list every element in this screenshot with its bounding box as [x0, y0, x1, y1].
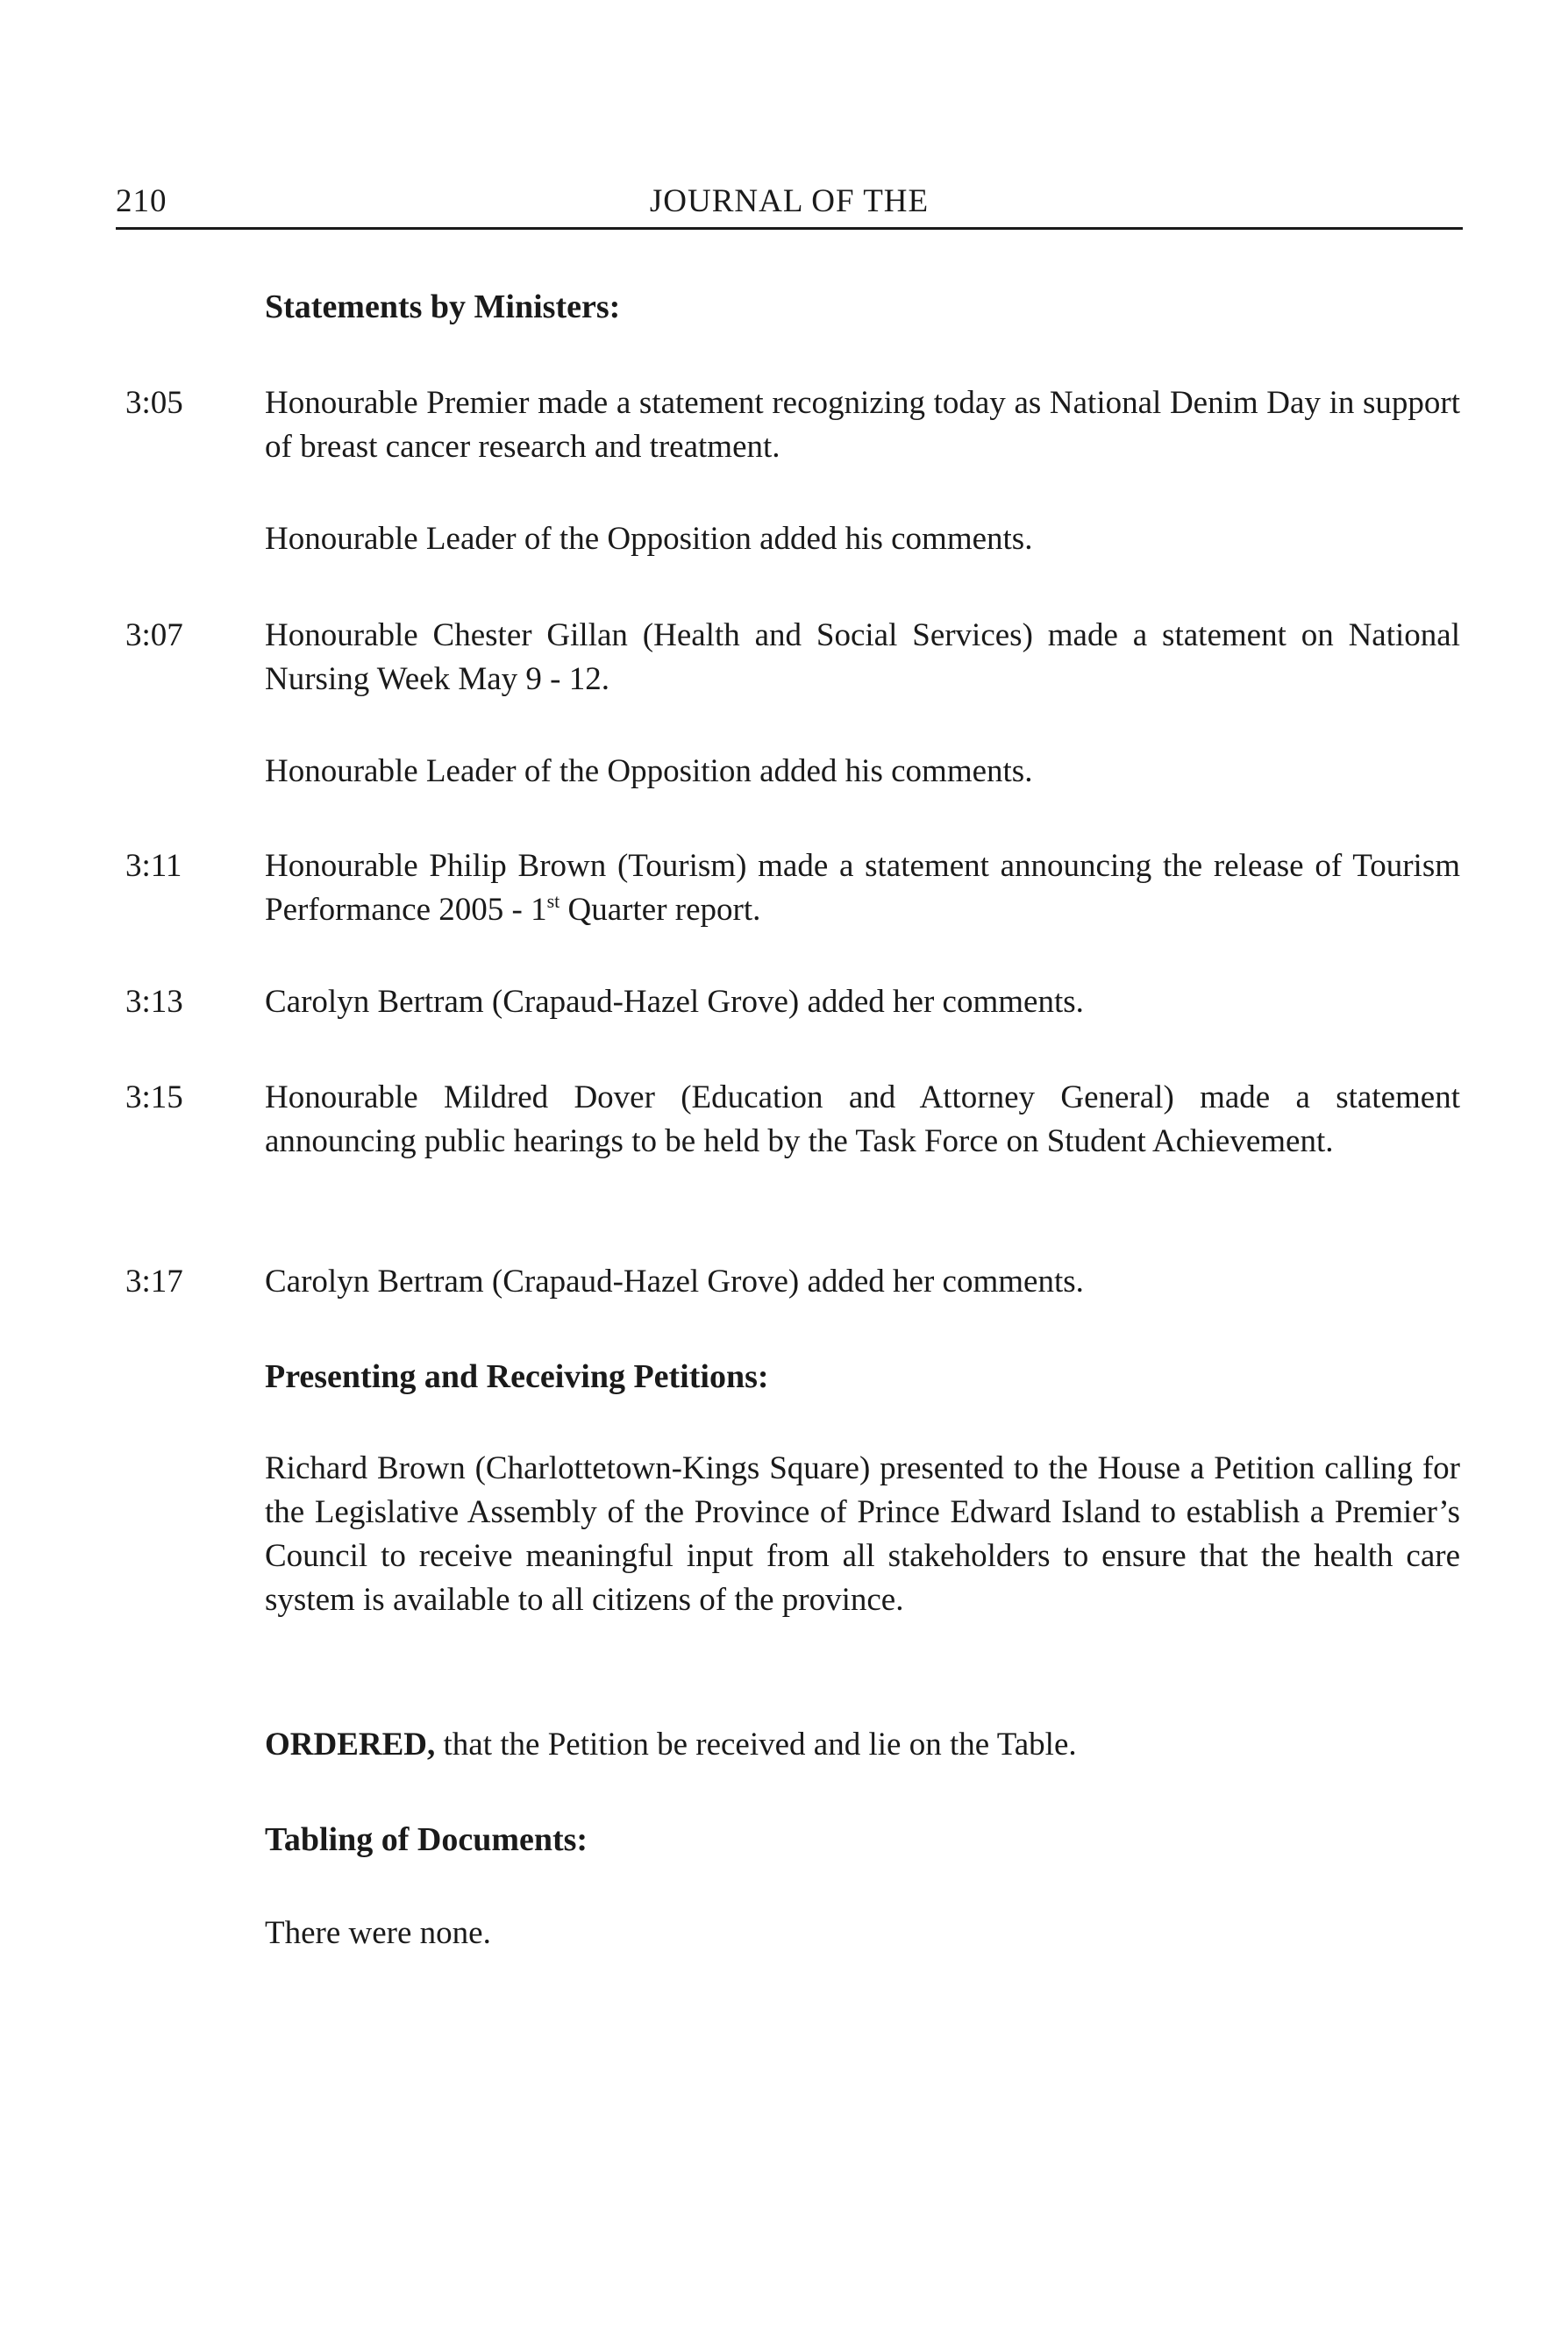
petition-text: Richard Brown (Charlottetown-Kings Square) presented to the House a Petition calling for the Legislative Assembly of the Province of Prince Edward Island to establish a Premier’s Council to receive meaningful input from all stakeholders to ensure that the health care system is available to all citizens of the province. [265, 1450, 1460, 1618]
entry-text: Carolyn Bertram (Crapaud-Hazel Grove) added her comments. [265, 984, 1084, 1020]
ordered-label: ORDERED, [265, 1727, 436, 1763]
entry-time: 3:13 [125, 984, 183, 1020]
statements-heading: Statements by Ministers: [265, 288, 621, 325]
ordered-text: that the Petition be received and lie on the Table. [435, 1727, 1077, 1763]
tabling-text: There were none. [265, 1915, 491, 1951]
ordered-statement [265, 1723, 1460, 1767]
entry-text: Honourable Premier made a statement recognizing today as National Denim Day in support of breast cancer research and treatment. [265, 385, 1460, 465]
petitions-heading: Presenting and Receiving Petitions: [265, 1358, 769, 1395]
entry-time: 3:15 [125, 1079, 183, 1115]
entry-text-part: Quarter report. [559, 892, 761, 928]
entry-text: Honourable Leader of the Opposition added his comments. [265, 521, 1033, 557]
entry-text: Honourable Leader of the Opposition added his comments. [265, 753, 1033, 789]
entry-text: Honourable Chester Gillan (Health and Social Services) made a statement on National Nursing Week May 9 - 12. [265, 617, 1460, 697]
ordinal-superscript: st [546, 890, 560, 912]
entry-time: 3:05 [125, 385, 183, 421]
entry-text [265, 844, 1460, 932]
entry-text-part: Honourable Philip Brown (Tourism) made a statement announcing the release of Tourism Performance 2005 - 1 [265, 848, 1460, 928]
entry-time: 3:17 [125, 1264, 183, 1300]
entry-text: Honourable Mildred Dover (Education and Attorney General) made a statement announcing public hearings to be held by the Task Force on Student Achievement. [265, 1079, 1460, 1159]
entry-time: 3:07 [125, 617, 183, 653]
page-header [116, 182, 1463, 226]
page-number: 210 [116, 183, 167, 219]
entry-time: 3:11 [125, 848, 182, 884]
entry-text: Carolyn Bertram (Crapaud-Hazel Grove) added her comments. [265, 1264, 1084, 1300]
header-rule [116, 227, 1463, 230]
running-head: JOURNAL OF THE [649, 183, 930, 219]
tabling-heading: Tabling of Documents: [265, 1821, 588, 1858]
